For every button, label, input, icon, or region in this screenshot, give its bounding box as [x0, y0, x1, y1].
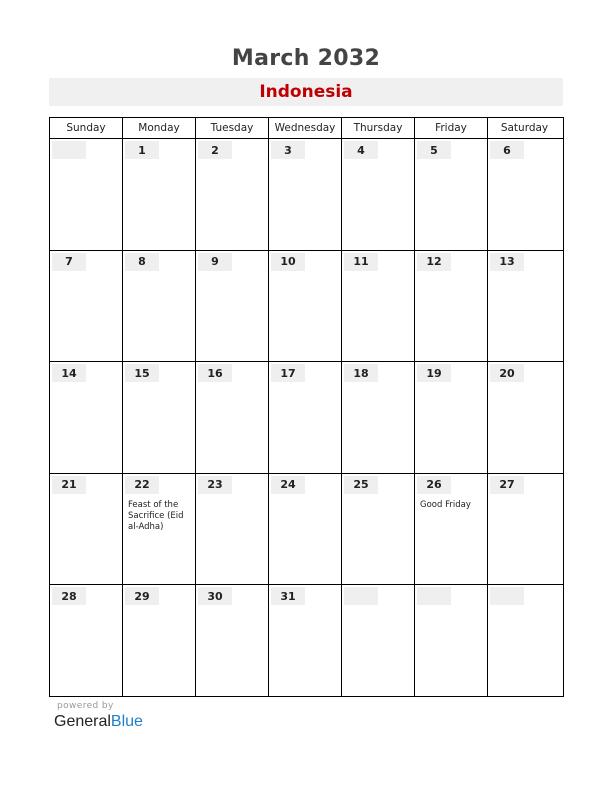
day-number: 10: [271, 253, 305, 271]
brand-logo[interactable]: [54, 713, 143, 731]
day-number: 14: [52, 364, 86, 382]
day-cell: [123, 251, 196, 362]
day-number: 16: [198, 364, 232, 382]
day-cell: [342, 585, 415, 697]
day-cell: [196, 251, 269, 362]
day-number: 21: [52, 476, 86, 494]
day-number: 9: [198, 253, 232, 271]
week-row: [50, 139, 563, 251]
week-row: [50, 474, 563, 586]
day-cell: [415, 362, 488, 473]
weekday-tuesday: Tuesday: [196, 118, 269, 138]
day-number: 15: [125, 364, 159, 382]
day-number: 22: [125, 476, 159, 494]
brand-general: General: [54, 713, 111, 730]
day-cell: [415, 585, 488, 697]
day-cell: [50, 585, 123, 697]
day-number: 28: [52, 587, 86, 605]
weekday-sunday: Sunday: [50, 118, 123, 138]
day-number: 31: [271, 587, 305, 605]
country-banner: [49, 78, 563, 106]
day-cell: [123, 362, 196, 473]
day-cell: [342, 474, 415, 585]
day-cell: [342, 362, 415, 473]
day-number: 25: [344, 476, 378, 494]
day-cell: [196, 362, 269, 473]
day-cell: [488, 139, 561, 250]
country-name: Indonesia: [259, 82, 353, 102]
day-cell: [415, 139, 488, 250]
day-number: 29: [125, 587, 159, 605]
week-row: [50, 251, 563, 363]
day-number: 19: [417, 364, 451, 382]
day-cell: [488, 585, 561, 697]
day-number: 26: [417, 476, 451, 494]
day-number: 3: [271, 141, 305, 159]
day-cell: [269, 474, 342, 585]
day-number: 24: [271, 476, 305, 494]
weekday-friday: Friday: [415, 118, 488, 138]
day-cell: [50, 139, 123, 250]
day-cell: [123, 585, 196, 697]
day-number: [52, 141, 86, 159]
brand-blue: Blue: [110, 713, 143, 730]
weekday-header: [50, 118, 563, 139]
day-number: 11: [344, 253, 378, 271]
week-row: [50, 362, 563, 474]
weekday-saturday: Saturday: [500, 122, 549, 134]
day-cell: [488, 251, 561, 362]
page-title: March 2032: [231, 46, 381, 71]
day-cell: [123, 474, 196, 585]
day-cell: [415, 251, 488, 362]
day-cell: [196, 474, 269, 585]
day-cell: [123, 139, 196, 250]
day-cell: [196, 585, 269, 697]
holiday-event: Good Friday: [420, 499, 471, 510]
weekday-monday: Monday: [123, 118, 196, 138]
day-cell: [50, 362, 123, 473]
day-cell: [415, 474, 488, 585]
day-cell: [196, 139, 269, 250]
holiday-event: Feast of the Sacrifice (Eid al-Adha): [128, 499, 184, 532]
day-number: 2: [198, 141, 232, 159]
day-number: [417, 587, 451, 605]
day-number: 13: [490, 253, 524, 271]
week-row: [50, 585, 563, 697]
day-number: [490, 587, 524, 605]
powered-by-text: powered by: [57, 701, 114, 711]
day-cell: [269, 139, 342, 250]
day-number: [344, 587, 378, 605]
day-number: 23: [198, 476, 232, 494]
day-cell: [342, 251, 415, 362]
day-number: 7: [52, 253, 86, 271]
day-number: 5: [417, 141, 451, 159]
weeks-container: [50, 139, 563, 697]
day-number: 8: [125, 253, 159, 271]
calendar-grid: [49, 117, 564, 697]
day-number: 27: [490, 476, 524, 494]
weekday-wednesday: Wednesday: [269, 118, 342, 138]
day-cell: [342, 139, 415, 250]
day-cell: [488, 362, 561, 473]
day-cell: [488, 474, 561, 585]
day-number: 6: [490, 141, 524, 159]
day-number: 1: [125, 141, 159, 159]
day-number: 20: [490, 364, 524, 382]
day-number: 18: [344, 364, 378, 382]
day-cell: [50, 251, 123, 362]
day-cell: [269, 251, 342, 362]
day-cell: [269, 362, 342, 473]
day-number: 12: [417, 253, 451, 271]
day-number: 17: [271, 364, 305, 382]
weekday-thursday: Thursday: [342, 118, 415, 138]
day-number: 30: [198, 587, 232, 605]
day-cell: [269, 585, 342, 697]
day-cell: [50, 474, 123, 585]
day-number: 4: [344, 141, 378, 159]
